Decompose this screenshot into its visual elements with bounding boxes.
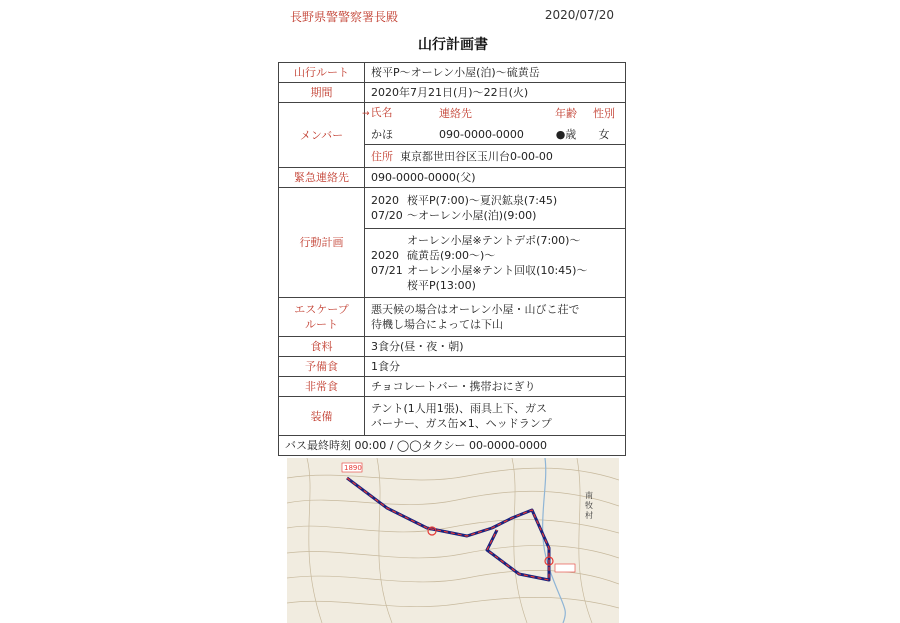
route-value: 桜平P～オーレン小屋(泊)～硫黄岳 (365, 63, 626, 83)
plan-day1 (371, 193, 619, 223)
plan-day2-line: 桜平P(13:00) (407, 279, 476, 292)
food-label: 食料 (279, 337, 365, 357)
emergency-label: 緊急連絡先 (279, 168, 365, 188)
spare-food-row (279, 357, 626, 377)
emergency-food-value: チョコレートバー・携帯おにぎり (365, 377, 626, 397)
spare-food-value: 1食分 (365, 357, 626, 377)
emergency-food-row (279, 377, 626, 397)
emergency-row (279, 168, 626, 188)
plan-day2 (371, 233, 619, 293)
food-row (279, 337, 626, 357)
food-value: 3食分(昼・夜・朝) (365, 337, 626, 357)
emergency-value: 090-0000-0000(父) (365, 168, 626, 188)
member-contact-header: 連絡先 (439, 107, 472, 120)
address-value: 東京都世田谷区玉川台0-00-00 (400, 149, 553, 163)
plan-day1-date: 07/20 (371, 209, 403, 222)
map-village-label: 南牧村 (585, 491, 593, 520)
member-age-header: 年齢 (555, 107, 577, 120)
map-start-marker-label: 1890 (344, 464, 362, 472)
equipment-label: 装備 (279, 397, 365, 436)
plan-label: 行動計画 (279, 188, 365, 298)
plan-day2-year: 2020 (371, 249, 399, 262)
page-title: 山行計画書 (418, 37, 488, 53)
plan-day2-line: オーレン小屋※テントデポ(7:00)～ (407, 234, 581, 247)
escape-label: エスケープ ルート (279, 298, 365, 337)
members-label: メンバー (279, 103, 365, 168)
spare-food-label: 予備食 (279, 357, 365, 377)
plan-day1-line: 桜平P(7:00)～夏沢鉱泉(7:45) (407, 194, 558, 207)
escape-row (279, 298, 626, 337)
member-sex: 女 (598, 127, 610, 141)
member-header (371, 105, 619, 122)
period-value: 2020年7月21日(月)～22日(火) (365, 83, 626, 103)
period-row (279, 83, 626, 103)
emergency-food-label: 非常食 (279, 377, 365, 397)
period-label: 期間 (279, 83, 365, 103)
document-date: 2020/07/20 (544, 8, 614, 22)
route-row (279, 63, 626, 83)
bus-row (279, 436, 626, 456)
plan-day1-line: ～オーレン小屋(泊)(9:00) (407, 209, 537, 222)
member-name-header: → 氏名 (371, 105, 439, 122)
plan-day2-date: 07/21 (371, 264, 403, 277)
plan-day2-line: オーレン小屋※テント回収(10:45)～ (407, 264, 588, 277)
addressee: 長野県警警察署長殿 (290, 10, 399, 24)
member-name: かほ (371, 127, 393, 141)
plan-day1-year: 2020 (371, 194, 399, 207)
member-contact: 090-0000-0000 (439, 127, 524, 141)
plan-table (278, 62, 626, 456)
plan-day2-line: 硫黄岳(9:00～)～ (407, 249, 496, 262)
address-label: 住所 (371, 149, 393, 163)
route-label: 山行ルート (279, 63, 365, 83)
map-summit-label-box (555, 564, 575, 572)
member-age: ●歳 (555, 127, 577, 141)
escape-line: 待機し場合によっては下山 (371, 318, 503, 331)
route-map (287, 458, 619, 623)
equipment-row (279, 397, 626, 436)
map-background (287, 458, 619, 623)
plan-sheet (278, 0, 628, 623)
equipment-line: バーナー、ガス缶×1、ヘッドランプ (371, 417, 552, 430)
plan-row-day1 (279, 188, 626, 229)
bus-value: バス最終時刻 00:00 / ◯◯タクシー 00-0000-0000 (279, 436, 626, 456)
escape-line: 悪天候の場合はオーレン小屋・山びこ荘で (371, 303, 580, 316)
member-row-header (279, 103, 626, 125)
equipment-line: テント(1人用1張)、雨具上下、ガス (371, 402, 548, 415)
member-entry (371, 127, 619, 142)
member-sex-header: 性別 (593, 107, 615, 120)
